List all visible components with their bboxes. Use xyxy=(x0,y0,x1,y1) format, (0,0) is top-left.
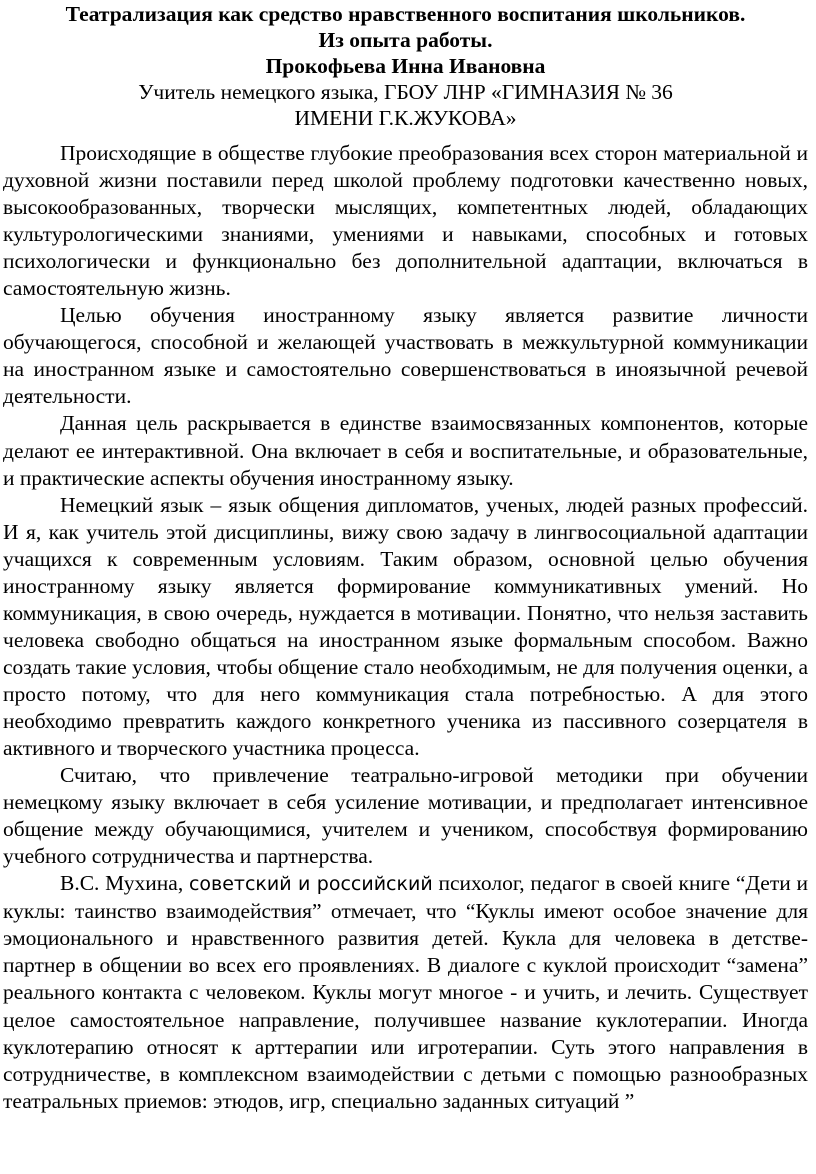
document-title-line-2: Из опыта работы. xyxy=(318,28,493,52)
paragraph-2: Целью обучения иностранному языку является развитие личности обучающегося, способной и желающей участвовать в межкультурной коммуникации на иностранном языке и самостоятельно совершенствоваться в иноязычной речевой деятельности. xyxy=(3,303,808,409)
paragraph-6-part-2: советский и российский xyxy=(188,873,433,896)
paragraph-5: Считаю, что привлечение театрально-игровой методики при обучении немецкому языку включает в себя усиление мотивации, и предполагает интенсивное общение между обучающимися, учителем и учеником, способствуя формированию учебного сотрудничества и партнерства. xyxy=(3,763,808,869)
paragraph-6-part-3: психолог, педагог в своей книге “Дети и куклы: таинство взаимодействия” отмечает, что “Куклы имеют особое значение для эмоционального и нравственного развития детей. Кукла для человека в детстве- партнер в общении во всех его проявлениях. В диалоге с куклой происходит “замена” реального контакта с человеком. Куклы могут многое - и учить, и лечить. Существует целое самостоятельное направление, получившее название куклотерапии. Иногда куклотерапию относят к арттерапии или игротерапии. Суть этого направления в сотрудничестве, в комплексном взаимодействии с детьми с помощью разнообразных театральных приемов: этюдов, игр, специально заданных ситуаций ” xyxy=(3,871,808,1113)
paragraph-6 xyxy=(3,870,808,1114)
body-text xyxy=(3,140,808,1115)
paragraph-4: Немецкий язык – язык общения дипломатов, ученых, людей разных профессий. И я, как учитель этой дисциплины, вижу свою задачу в лингвосоциальной адаптации учащихся к современным условиям. Таким образом, основной целью обучения иностранному языку является формирование коммуникативных умений. Но коммуникация, в свою очередь, нуждается в мотивации. Понятно, что нельзя заставить человека свободно общаться на иностранном языке формальным способом. Важно создать такие условия, чтобы общение стало необходимым, не для получения оценки, а просто потому, что для него коммуникация стала потребностью. А для этого необходимо превратить каждого конкретного ученика из пассивного созерцателя в активного и творческого участника процесса. xyxy=(3,492,808,761)
author-affiliation-line-1: Учитель немецкого языка, ГБОУ ЛНР «ГИМНАЗИЯ № 36 xyxy=(138,80,673,104)
document-title-line-1: Театрализация как средство нравственного воспитания школьников. xyxy=(65,2,746,26)
paragraph-3: Данная цель раскрывается в единстве взаимосвязанных компонентов, которые делают ее интерактивной. Она включает в себя и воспитательные, и образовательные, и практические аспекты обучения иностранному языку. xyxy=(3,411,808,490)
author-affiliation-line-2: ИМЕНИ Г.К.ЖУКОВА» xyxy=(294,106,517,130)
paragraph-6-part-1: В.С. Мухина, xyxy=(60,871,189,896)
author-name: Прокофьева Инна Ивановна xyxy=(265,54,546,78)
paragraph-1: Происходящие в обществе глубокие преобразования всех сторон материальной и духовной жизни поставили перед школой проблему подготовки качественно новых, высокообразованных, творчески мыслящих, компетентных людей, обладающих культурологическими знаниями, умениями и навыками, способных и готовых психологически и функционально без дополнительной адаптации, включаться в самостоятельную жизнь. xyxy=(3,141,808,301)
